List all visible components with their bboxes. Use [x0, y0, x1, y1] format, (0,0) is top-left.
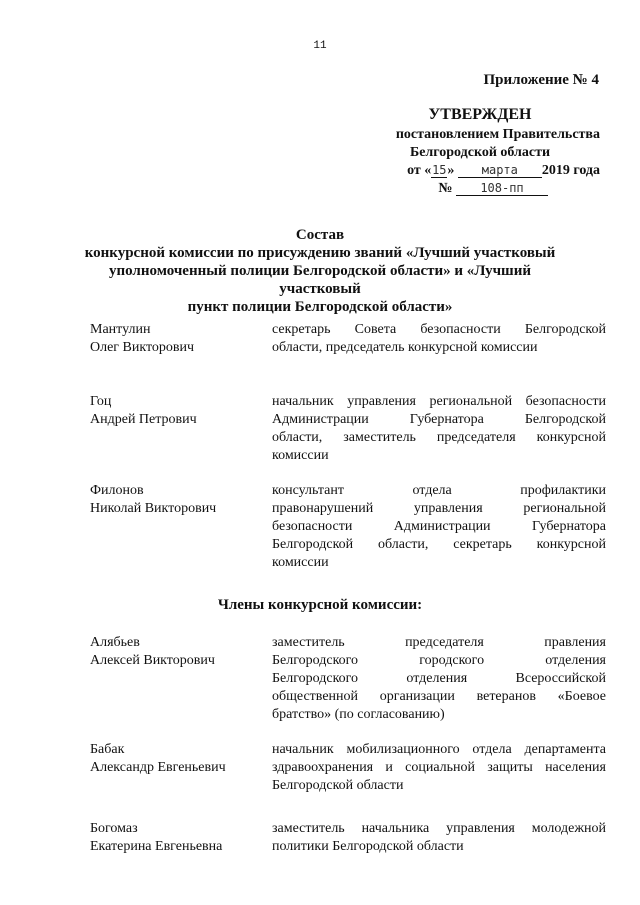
role-line: общественной организации ветеранов «Боевое [272, 689, 606, 704]
person-surname: Мантулин [90, 322, 151, 337]
person-given-name: Николай Викторович [90, 501, 217, 516]
person-role [272, 634, 606, 724]
date-year: 2019 года [541, 163, 600, 178]
person-given-name: Андрей Петрович [90, 412, 197, 427]
person-role [272, 482, 606, 572]
role-line: области, председатель конкурсной комиссии [272, 340, 538, 355]
number-prefix: № [438, 181, 453, 196]
title-line3: уполномоченный полиции Белгородской области» и «Лучший участковый [108, 263, 532, 297]
date-month: марта [458, 163, 542, 178]
person-surname: Бабак [90, 742, 125, 757]
title-line1: Состав [295, 227, 345, 243]
role-line: Администрации Губернатора Белгородской [272, 412, 606, 427]
person-name [90, 482, 260, 518]
approval-block [300, 106, 600, 198]
role-line: правонарушений управления региональной [272, 501, 606, 516]
appendix-label: Приложение № 4 [483, 72, 599, 88]
person-surname: Филонов [90, 483, 144, 498]
role-line: начальник мобилизационного отдела департамента [272, 742, 606, 757]
role-line: секретарь Совета безопасности Белгородской [272, 322, 606, 337]
approved-by-line2: Белгородской области [409, 145, 551, 160]
role-line: политики Белгородской области [272, 839, 464, 854]
person-given-name: Екатерина Евгеньевна [90, 839, 223, 854]
role-line: начальник управления региональной безопасности [272, 394, 606, 409]
members-heading: Члены конкурсной комиссии: [217, 597, 423, 613]
person-surname: Алябьев [90, 635, 140, 650]
person-given-name: Алексей Викторович [90, 653, 215, 668]
person-role [272, 393, 606, 465]
role-line: области, заместитель председателя конкурсной [272, 430, 606, 445]
person-given-name: Александр Евгеньевич [90, 760, 226, 775]
date-day: 15 [432, 163, 447, 177]
person-role [272, 321, 606, 357]
role-line: комиссии [272, 555, 329, 570]
person-given-name: Олег Викторович [90, 340, 195, 355]
person-name [90, 741, 260, 777]
role-line: Белгородского отделения Всероссийской [272, 671, 606, 686]
person-role [272, 741, 606, 795]
document-title [80, 226, 560, 316]
person-name [90, 321, 260, 357]
role-line: Белгородской области [272, 778, 404, 793]
page-number: 11 [313, 40, 327, 52]
role-line: заместитель председателя правления [272, 635, 606, 650]
approval-date [300, 162, 600, 180]
date-prefix: от « [407, 163, 432, 178]
role-line: заместитель начальника управления молодежной [272, 821, 606, 836]
date-mid: » [447, 163, 455, 178]
role-line: консультант отдела профилактики [272, 483, 606, 498]
title-line2: конкурсной комиссии по присуждению званий «Лучший участковый [84, 245, 556, 261]
number-value: 108-пп [456, 181, 548, 196]
role-line: Белгородской области, секретарь конкурсной [272, 537, 606, 552]
approved-heading: УТВЕРЖДЕН [428, 106, 532, 123]
person-surname: Гоц [90, 394, 112, 409]
person-surname: Богомаз [90, 821, 138, 836]
role-line: безопасности Администрации Губернатора [272, 519, 606, 534]
approved-by-line1: постановлением Правительства [395, 127, 600, 142]
role-line: здравоохранения и социальной защиты населения [272, 760, 606, 775]
approval-number [300, 180, 600, 198]
role-line: Белгородского городского отделения [272, 653, 606, 668]
person-name [90, 820, 260, 856]
role-line: братство» (по согласованию) [272, 707, 445, 722]
person-name [90, 393, 260, 429]
role-line: комиссии [272, 448, 329, 463]
person-role [272, 820, 606, 856]
title-line4: пункт полиции Белгородской области» [187, 299, 453, 315]
person-name [90, 634, 260, 670]
